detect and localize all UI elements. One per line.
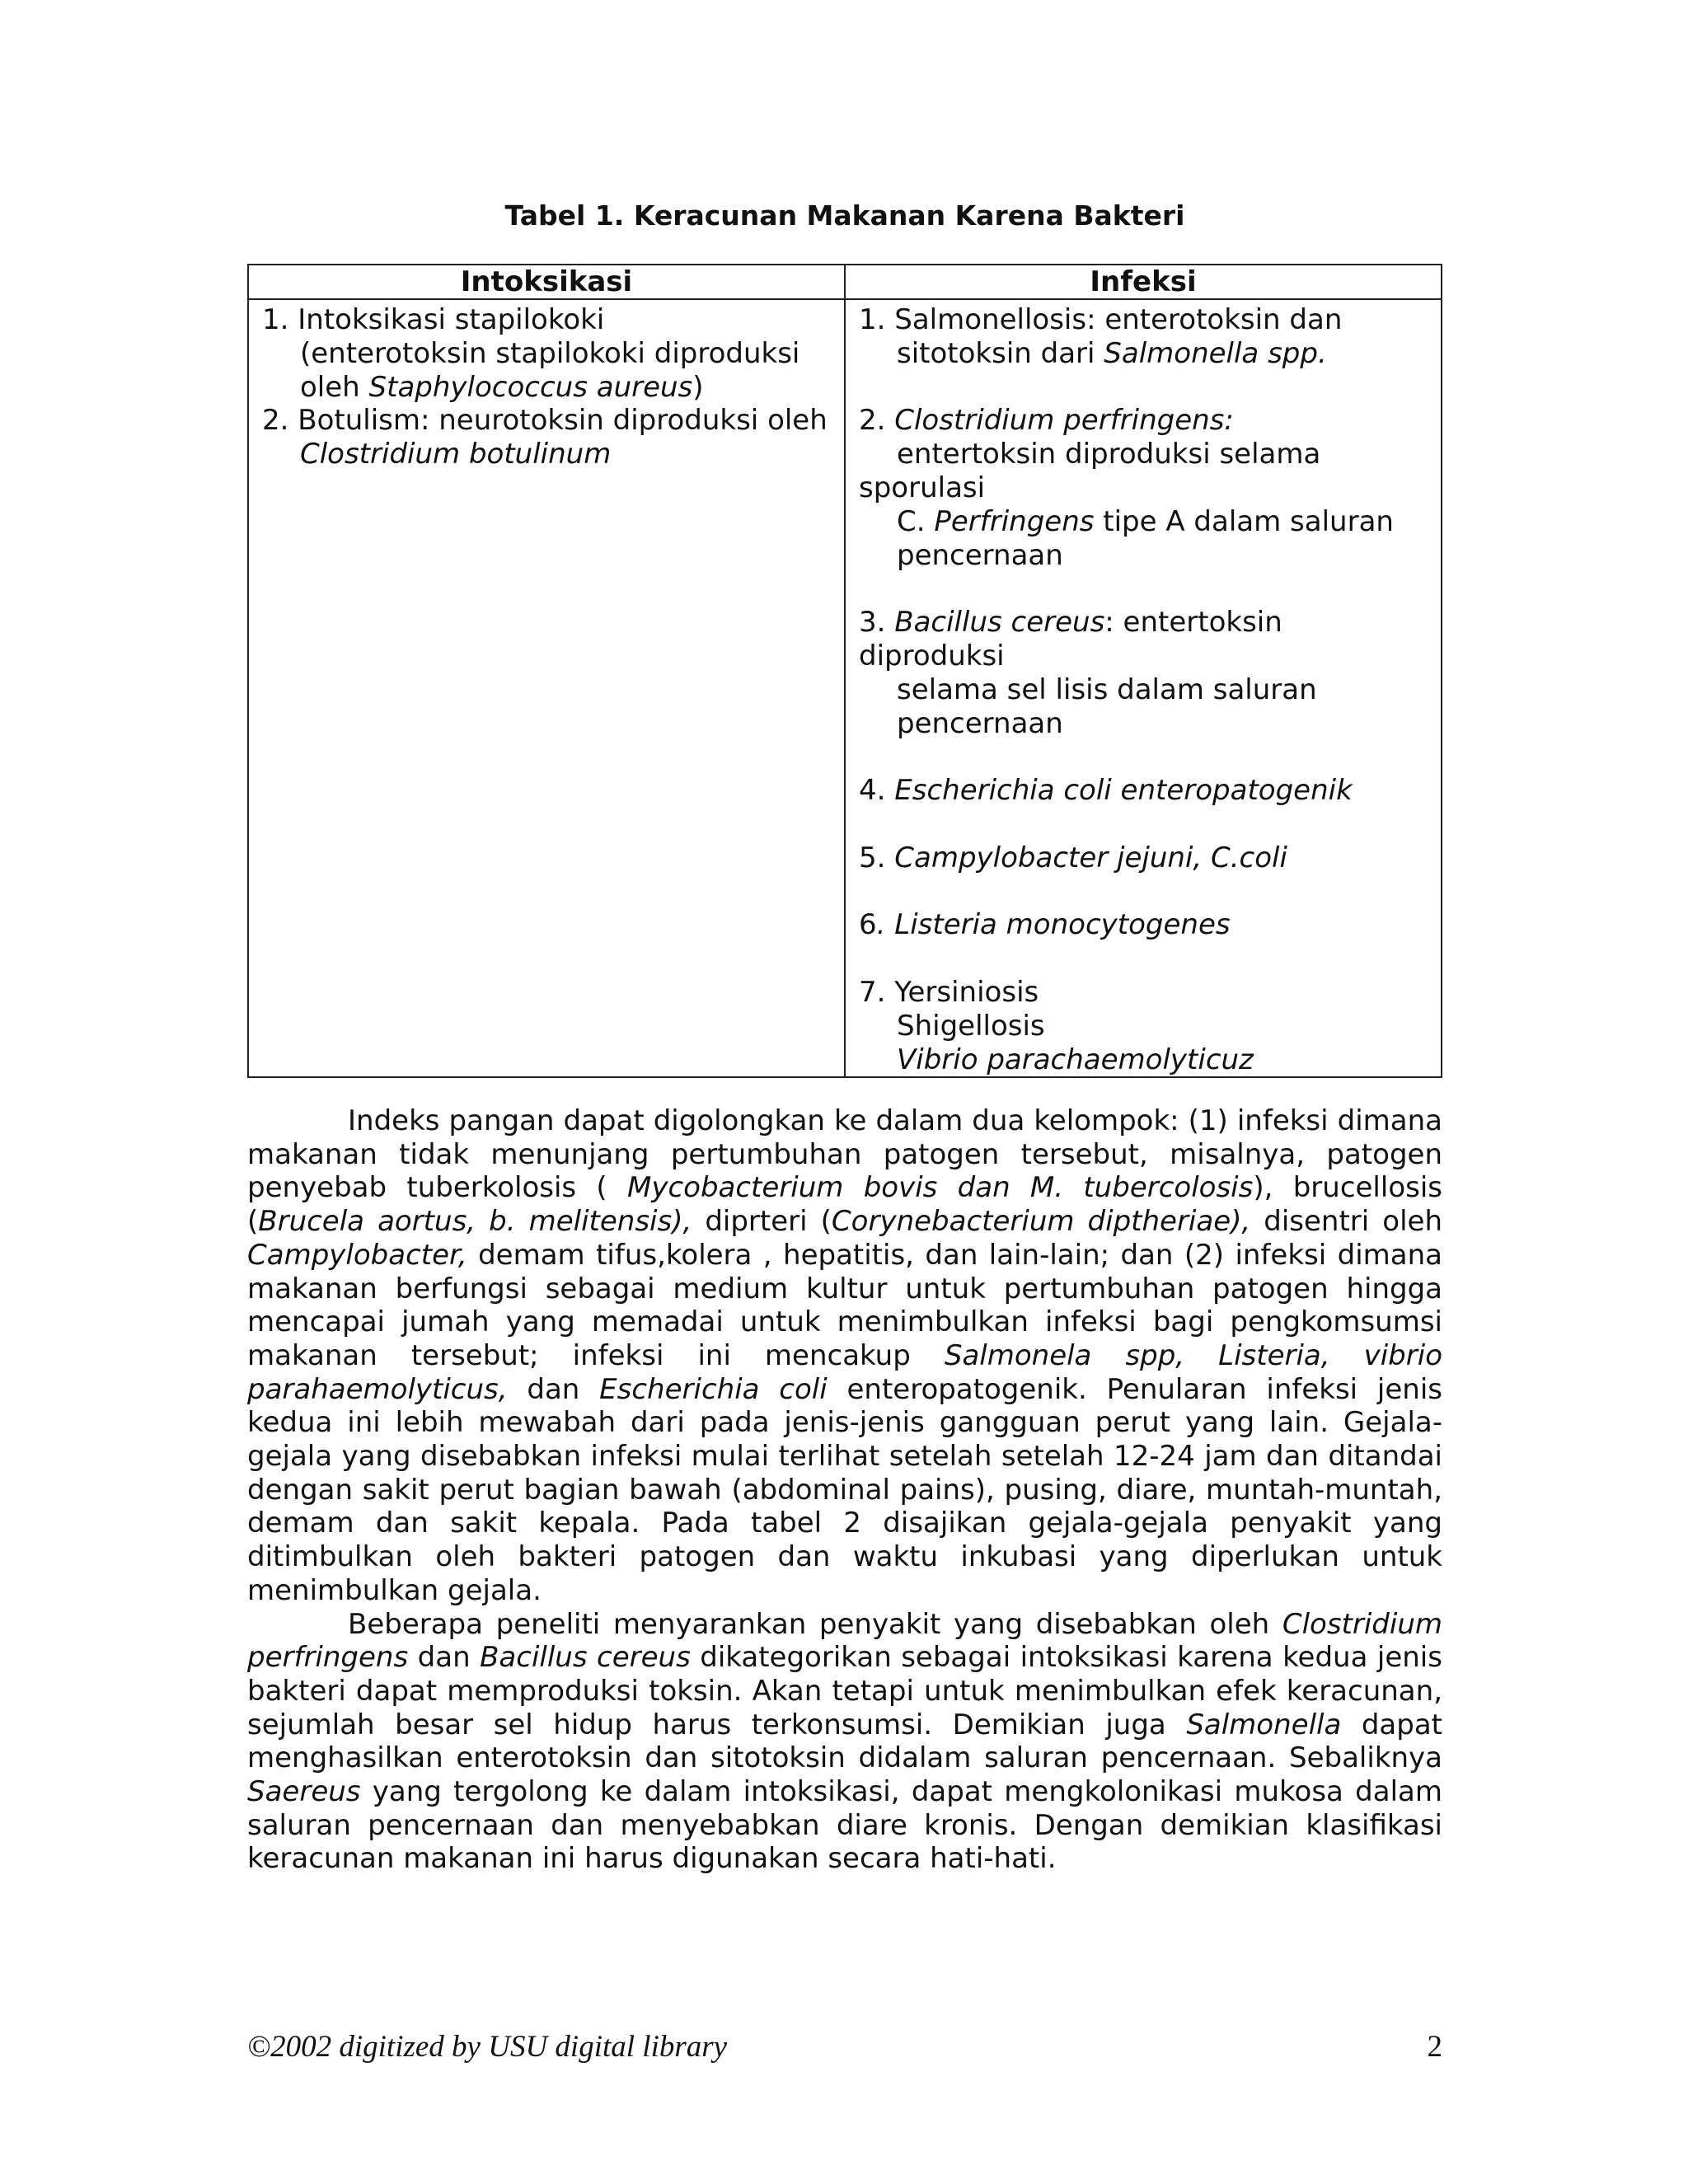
table-header-row xyxy=(248,265,1442,299)
infeksi-cell xyxy=(845,299,1442,1077)
paragraph-2: Beberapa peneliti menyarankan penyakit yang disebabkan oleh Clostridium perfringens dan Bacillus cereus dikategorikan sebagai intoksikasi karena kedua jenis bakteri dapat memproduksi toksin. Akan tetapi untuk menimbulkan efek keracunan, sejumlah besar sel hidup harus terkonsumsi. Demikian juga Salmonella dapat menghasilkan enterotoksin dan sitotoksin didalam saluran pencernaan. Sebaliknya Saereus yang tergolong ke dalam intoksikasi, dapat mengkolonikasi mukosa dalam saluran pencernaan dan menyebabkan diare kronis. Dengan demikian klasifikasi keracunan makanan ini harus digunakan secara hati-hati. xyxy=(247,1607,1442,1876)
item-line: 6. Listeria monocytogenes xyxy=(859,908,1231,942)
item-line: 5. Campylobacter jejuni, C.coli xyxy=(859,841,1287,874)
page-footer xyxy=(247,2029,1442,2069)
item-line: Clostridium botulinum xyxy=(300,438,612,471)
item-line: sporulasi xyxy=(859,471,986,504)
header-intoksikasi: Intoksikasi xyxy=(248,265,845,299)
item-line: sitotoksin dari Salmonella spp. xyxy=(897,336,1327,370)
header-infeksi: Infeksi xyxy=(845,265,1442,299)
table-title: Tabel 1. Keracunan Makanan Karena Bakteri xyxy=(504,199,1185,232)
infeksi-item-3 xyxy=(859,606,1441,740)
item-line: 2. Botulism: neurotoksin diproduksi oleh xyxy=(262,404,828,438)
item-line: diproduksi xyxy=(859,639,1005,673)
infeksi-item-6 xyxy=(859,908,1441,942)
item-line: 1. Salmonellosis: enterotoksin dan xyxy=(859,303,1343,336)
page-number: 2 xyxy=(1427,2030,1442,2064)
item-line: 7. Yersiniosis xyxy=(859,975,1039,1009)
item-line: pencernaan xyxy=(897,538,1063,572)
item-line: pencernaan xyxy=(897,706,1063,740)
item-line: (enterotoksin stapilokoki diproduksi xyxy=(300,336,800,370)
infeksi-item-5 xyxy=(859,841,1441,875)
item-line: 1. Intoksikasi stapilokoki xyxy=(262,303,605,336)
intoksikasi-item-2 xyxy=(262,404,844,471)
footer-copyright: ©2002 digitized by USU digital library xyxy=(247,2030,728,2064)
body-text xyxy=(247,1104,1442,1876)
item-line: 3. Bacillus cereus: entertoksin xyxy=(859,606,1282,640)
item-line: 2. Clostridium perfringens: xyxy=(859,404,1234,438)
item-line: selama sel lisis dalam saluran xyxy=(897,673,1317,706)
paragraph-1: Indeks pangan dapat digolongkan ke dalam dua kelompok: (1) infeksi dimana makanan tidak menunjang pertumbuhan patogen tersebut, misalnya, patogen penyebab tuberkolosis ( Mycobacterium bovis dan M. tubercolosis), brucellosis (Brucela aortus, b. melitensis), diprteri (Corynebacterium diptheriae), disentri oleh Campylobacter, demam tifus,kolera , hepatitis, dan lain-lain; dan (2) infeksi dimana makanan berfungsi sebagai medium kultur untuk pertumbuhan patogen hingga mencapai jumah yang memadai untuk menimbulkan infeksi bagi pengkomsumsi makanan tersebut; infeksi ini mencakup Salmonela spp, Listeria, vibrio parahaemolyticus, dan Escherichia coli enteropatogenik. Penularan infeksi jenis kedua ini lebih mewabah dari pada jenis-jenis gangguan perut yang lain. Gejala-gejala yang disebabkan infeksi mulai terlihat setelah setelah 12-24 jam dan ditandai dengan sakit perut bagian bawah (abdominal pains), pusing, diare, muntah-muntah, demam dan sakit kepala. Pada tabel 2 disajikan gejala-gejala penyakit yang ditimbulkan oleh bakteri patogen dan waktu inkubasi yang diperlukan untuk menimbulkan gejala. xyxy=(247,1104,1443,1607)
item-line: oleh Staphylococcus aureus) xyxy=(300,370,704,404)
item-line: Vibrio parachaemolyticuz xyxy=(897,1043,1254,1076)
table-row xyxy=(248,299,1442,1077)
item-line: entertoksin diproduksi selama xyxy=(897,438,1321,471)
intoksikasi-item-1 xyxy=(262,303,844,404)
infeksi-item-1 xyxy=(859,303,1441,371)
food-poisoning-table xyxy=(247,264,1442,1078)
intoksikasi-cell xyxy=(248,299,845,1077)
infeksi-item-7 xyxy=(859,976,1441,1076)
item-line: Shigellosis xyxy=(897,1009,1045,1043)
item-line: 4. Escherichia coli enteropatogenik xyxy=(859,774,1353,808)
infeksi-item-2 xyxy=(859,404,1441,572)
infeksi-item-4 xyxy=(859,774,1441,808)
item-line: C. Perfringens tipe A dalam saluran xyxy=(897,504,1394,538)
